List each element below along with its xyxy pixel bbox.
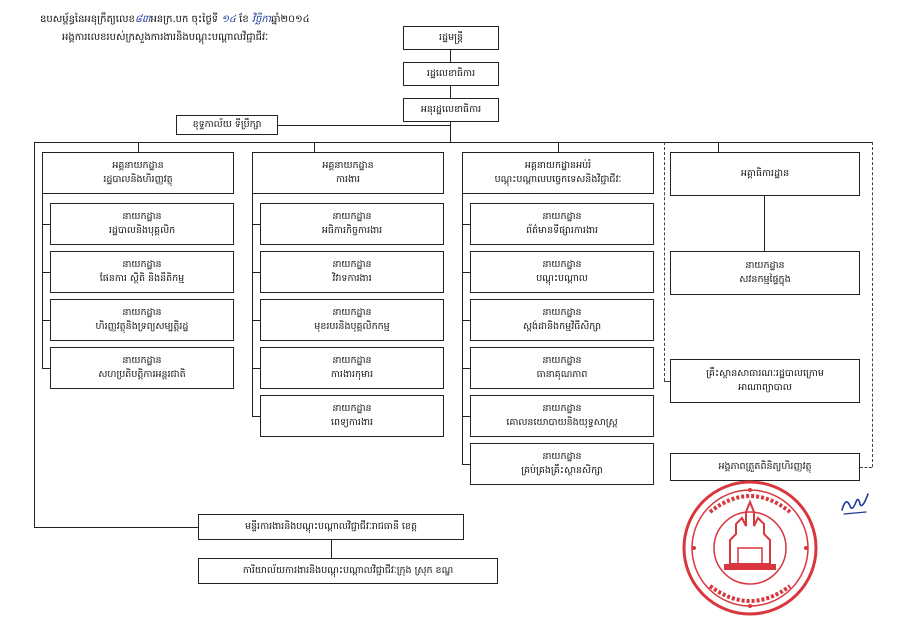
dept-tvet-box bbox=[462, 152, 654, 194]
unit-box bbox=[260, 251, 444, 293]
unit-line: សហប្រតិបត្តិការអន្តរជាតិ bbox=[98, 369, 186, 380]
reference-month-label: ខែ bbox=[239, 14, 249, 25]
unit-line: ការងារកុមារ bbox=[330, 369, 374, 380]
unit-box bbox=[50, 251, 234, 293]
unit-line: ធានាគុណភាព bbox=[536, 369, 588, 380]
unit-line: នាយកដ្ឋាន bbox=[542, 403, 582, 414]
unit-line: អាណាព្យាបាល bbox=[738, 382, 792, 393]
district-label: ការិយាល័យការងារនិងបណ្តុះបណ្តាលវិជ្ជាជីវៈក្រុង ស្រុក ខណ្ឌ bbox=[242, 565, 454, 576]
unit-box bbox=[50, 203, 234, 245]
unit-line: នាយកដ្ឋាន bbox=[745, 260, 785, 271]
cabinet-label: ខុទ្ទកាល័យ ទីប្រឹក្សា bbox=[192, 119, 262, 130]
dept-title-line: អគ្គនាយកដ្ឋាន bbox=[112, 160, 164, 171]
reference-day: ១៤ bbox=[221, 14, 236, 25]
public-institution-box bbox=[670, 359, 860, 403]
cabinet-advisors-box bbox=[176, 115, 278, 135]
provincial-department-box bbox=[198, 514, 464, 540]
unit-line: ស្តង់ដានិងកម្មវិធីសិក្សា bbox=[522, 321, 602, 332]
unit-box bbox=[50, 299, 234, 341]
unit-box bbox=[260, 203, 444, 245]
unit-line: សវនកម្មផ្ទៃក្នុង bbox=[739, 274, 791, 285]
inspectorate-box bbox=[670, 152, 860, 196]
unit-line: នាយកដ្ឋាន bbox=[122, 259, 162, 270]
unit-line: គោលនយោបាយនិងយុទ្ធសាស្ត្រ bbox=[506, 417, 618, 428]
dept-title-line: ការងារ bbox=[335, 174, 361, 185]
unit-line: ផែនការ ស្ថិតិ និងនីតិកម្ម bbox=[99, 273, 185, 284]
unit-line: គ្រប់គ្រងគ្រឹះស្ថានសិក្សា bbox=[521, 465, 603, 476]
unit-line: រដ្ឋបាលនិងបុគ្គលិក bbox=[108, 225, 176, 236]
unit-line: នាយកដ្ឋាន bbox=[122, 211, 162, 222]
unit-box bbox=[470, 203, 654, 245]
unit-line: នាយកដ្ឋាន bbox=[332, 259, 372, 270]
unit-line: គ្រឹះស្ថានសាធារណៈរដ្ឋបាលក្រោម bbox=[706, 368, 824, 379]
financial-control-unit-box bbox=[670, 453, 860, 481]
reference-month: វិច្ឆិកា bbox=[251, 14, 271, 25]
unit-line: នាយកដ្ឋាន bbox=[542, 211, 582, 222]
under-secretary-box bbox=[403, 98, 499, 122]
under-secretary-label: អនុរដ្ឋលេខាធិការ bbox=[420, 104, 482, 115]
unit-line: អធិការកិច្ចការងារ bbox=[321, 225, 383, 236]
reference-year: ឆ្នាំ២០១៤ bbox=[270, 14, 310, 25]
dept-title-line: បណ្តុះបណ្តាលបច្ចេកទេសនិងវិជ្ជាជីវៈ bbox=[494, 174, 622, 185]
unit-box bbox=[260, 299, 444, 341]
document-reference-line bbox=[40, 12, 310, 27]
internal-audit-box bbox=[670, 251, 860, 295]
inspectorate-label: អគ្គាធិការដ្ឋាន bbox=[740, 168, 790, 179]
dept-title-line: រដ្ឋបាលនិងហិរញ្ញវត្ថុ bbox=[103, 174, 173, 185]
reference-prefix: ឧបសម្ព័ន្ធនៃអនុក្រឹត្យលេខ bbox=[40, 14, 135, 25]
unit-line: នាយកដ្ឋាន bbox=[542, 259, 582, 270]
unit-line: នាយកដ្ឋាន bbox=[332, 355, 372, 366]
org-chart-title: អង្គការលេខរបស់ក្រសួងការងារនិងបណ្តុះបណ្តាលវិជ្ជាជីវៈ bbox=[62, 32, 269, 43]
unit-line: ព័ត៌មានទីផ្សារការងារ bbox=[525, 225, 599, 236]
unit-box bbox=[470, 299, 654, 341]
unit-line: នាយកដ្ឋាន bbox=[542, 307, 582, 318]
secretary-label: រដ្ឋលេខាធិការ bbox=[426, 68, 476, 79]
unit-line: មុខរបរនិងបុគ្គលិកកម្ម bbox=[314, 321, 390, 332]
unit-line: នាយកដ្ឋាន bbox=[332, 307, 372, 318]
dept-title-line: អគ្គនាយកដ្ឋានអប់រំ bbox=[524, 160, 592, 171]
financial-control-label: អង្គភាពត្រួតពិនិត្យហិរញ្ញវត្ថុ bbox=[718, 461, 812, 472]
signature-icon bbox=[838, 488, 872, 518]
unit-line: បណ្តុះបណ្តាល bbox=[536, 273, 588, 284]
unit-box bbox=[260, 347, 444, 389]
unit-box bbox=[50, 347, 234, 389]
dept-title-line: អគ្គនាយកដ្ឋាន bbox=[322, 160, 374, 171]
minister-box bbox=[403, 26, 499, 50]
unit-line: នាយកដ្ឋាន bbox=[542, 355, 582, 366]
unit-box bbox=[470, 347, 654, 389]
dept-admin-finance-box bbox=[42, 152, 234, 194]
official-red-seal-icon bbox=[680, 478, 820, 618]
unit-line: ហិរញ្ញវត្ថុនិងទ្រព្យសម្បត្តិរដ្ឋ bbox=[95, 321, 189, 332]
unit-box bbox=[470, 395, 654, 437]
unit-box bbox=[470, 443, 654, 485]
reference-number: ៨៣ bbox=[134, 14, 151, 25]
unit-line: នាយកដ្ឋាន bbox=[332, 403, 372, 414]
unit-box bbox=[260, 395, 444, 437]
unit-line: នាយកដ្ឋាន bbox=[122, 307, 162, 318]
unit-box bbox=[470, 251, 654, 293]
unit-line: ពេទ្យការងារ bbox=[330, 417, 374, 428]
unit-line: នាយកដ្ឋាន bbox=[122, 355, 162, 366]
district-office-box bbox=[198, 558, 498, 584]
secretary-of-state-box bbox=[403, 62, 499, 86]
unit-line: នាយកដ្ឋាន bbox=[542, 451, 582, 462]
dept-labour-box bbox=[252, 152, 444, 194]
unit-line: វិវាទការងារ bbox=[332, 273, 372, 284]
unit-line: នាយកដ្ឋាន bbox=[332, 211, 372, 222]
reference-mid: អនក្រ.បក ចុះថ្ងៃទី bbox=[150, 14, 219, 25]
minister-label: រដ្ឋមន្ត្រី bbox=[439, 32, 463, 43]
provincial-label: មន្ទីរការងារនិងបណ្តុះបណ្តាលវិជ្ជាជីវៈរាជធានី ខេត្ត bbox=[245, 521, 417, 532]
